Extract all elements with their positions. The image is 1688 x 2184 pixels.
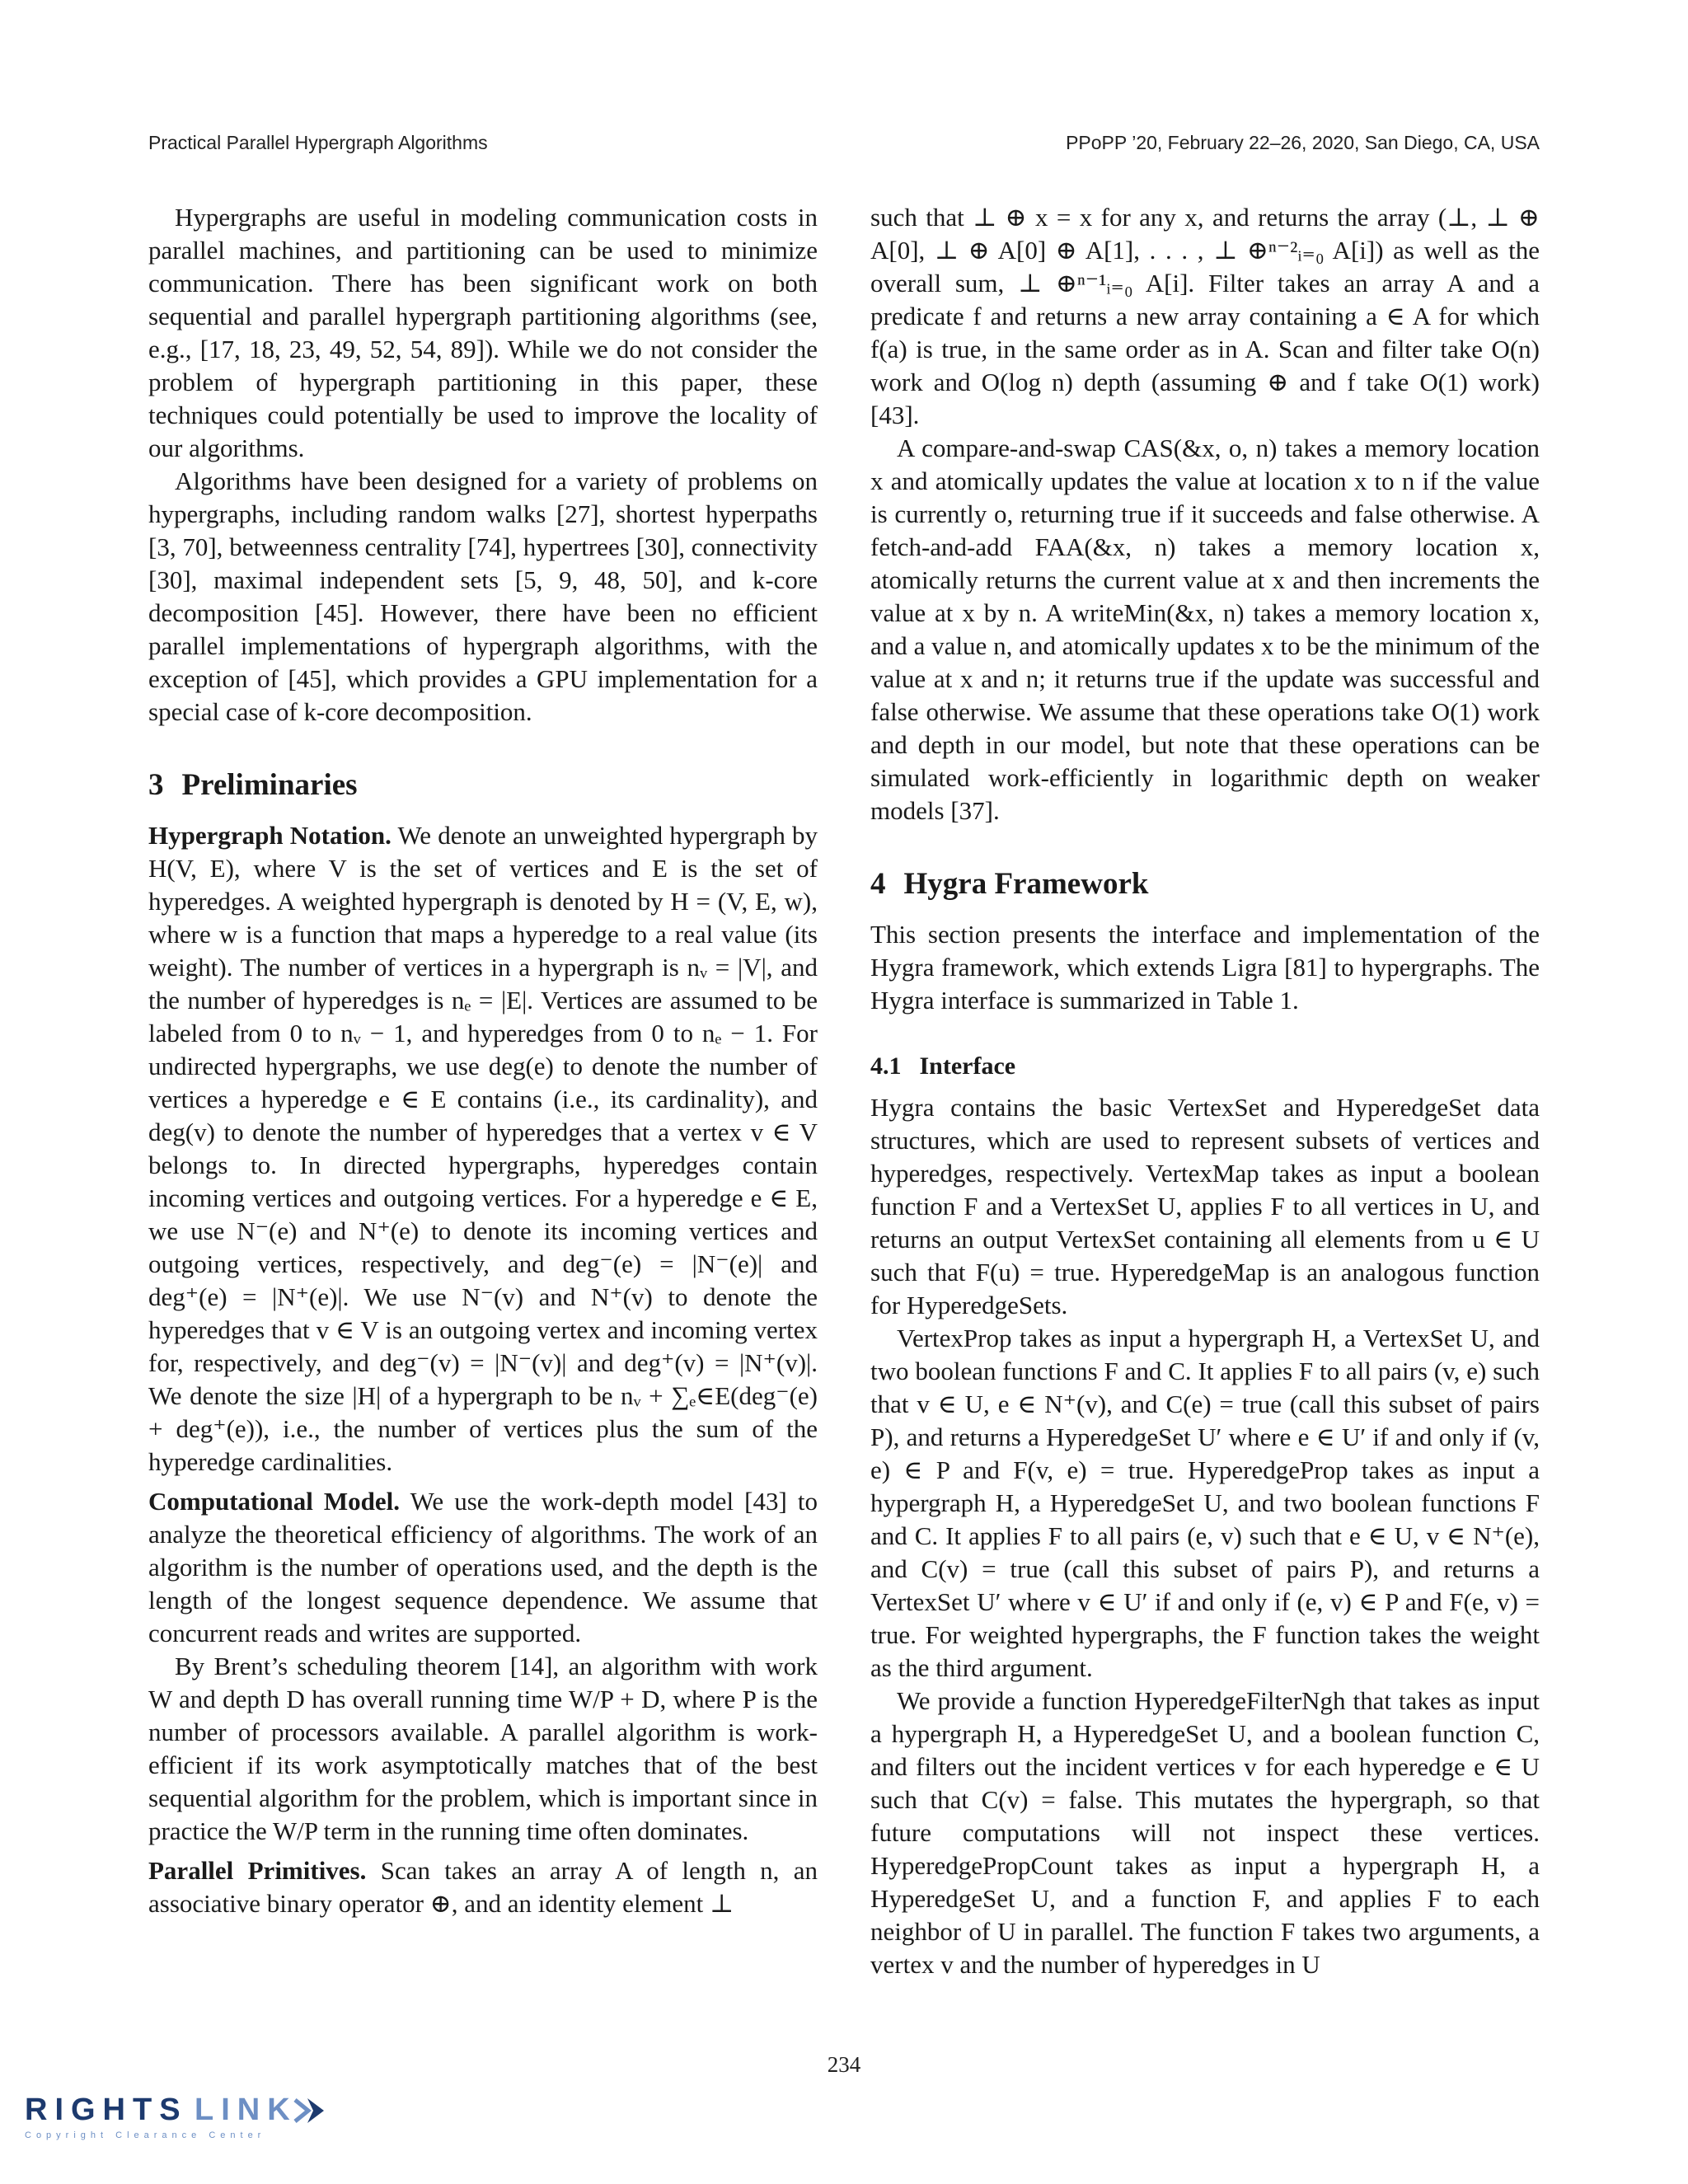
paragraph: Hypergraphs are useful in modeling communication costs in parallel machines, and partitioning can be used to minimize communication. There has been significant work on both sequential and parallel hypergraph partitioning algorithms (see, e.g., [17, 18, 23, 49, 52, 54, 89]). While we do not consider the problem of hypergraph partitioning in this paper, these techniques could potentially be used to improve the locality of our algorithms. (148, 203, 818, 462)
run-in-heading: Computational Model. (148, 1487, 401, 1516)
section-number: 4 (870, 867, 886, 901)
section-heading (148, 766, 818, 804)
svg-text:Copyright Clearance Center: Copyright Clearance Center (25, 2130, 266, 2140)
svg-text:RIGHTS: RIGHTS (25, 2093, 188, 2127)
paragraph: We provide a function HyperedgeFilterNgh that takes as input a hypergraph H, a HyperedgeSet U, and a boolean function C, and filters out the incident vertices v for each hyperedge e ∈ U such that C(v) = false. This mutates the hypergraph, so that future computations will not inspect these vertices. HyperedgePropCount takes as input a hypergraph H, a HyperedgeSet U, and a function F, and applies F to each neighbor of U in parallel. The function F takes two arguments, a vertex v and the number of hyperedges in U (870, 1686, 1540, 1979)
section-title: Preliminaries (181, 768, 358, 802)
svg-text:LINK: LINK (195, 2093, 298, 2127)
section-title: Hygra Framework (903, 867, 1149, 901)
paragraph-body: We denote an unweighted hypergraph by H(V, E), where V is the set of vertices and E is the set of hyperedges. A weighted hypergraph is denoted by H = (V, E, w), where w is a function that maps a hyperedge to a real value (its weight). The number of vertices in a hypergraph is nᵥ = |V|, and the number of hyperedges is nₑ = |E|. Vertices are assumed to be labeled from 0 to nᵥ − 1, and hyperedges from 0 to nₑ − 1. For undirected hypergraphs, we use deg(e) to denote the number of vertices a hyperedge e ∈ E contains (i.e., its cardinality), and deg(v) to denote the number of hyperedges that a vertex v ∈ V belongs to. In directed hypergraphs, hyperedges contain incoming vertices and outgoing vertices. For a hyperedge e ∈ E, we use N⁻(e) and N⁺(e) to denote its incoming vertices and outgoing vertices, respectively, and deg⁻(e) = |N⁻(e)| and deg⁺(e) = |N⁺(e)|. We use N⁻(v) and N⁺(v) to denote the hyperedges that v ∈ V is an outgoing vertex and incoming vertex for, respectively, and deg⁻(v) = |N⁻(v)| and deg⁺(v) = |N⁺(v)|. We denote the size |H| of a hypergraph to be nᵥ + ∑ₑ∈E(deg⁻(e) + deg⁺(e)), i.e., the number of vertices plus the sum of the hyperedge cardinalities. (148, 821, 818, 1476)
paragraph (148, 1485, 818, 1650)
paragraph: Hygra contains the basic VertexSet and HyperedgeSet data structures, which are used to represent subsets of vertices and hyperedges, respectively. VertexMap takes as input a boolean function F and a VertexSet U, applies F to all vertices in U, and returns an output VertexSet containing all elements from u ∈ U such that F(u) = true. HyperedgeMap is an analogous function for HyperedgeSets. (870, 1093, 1540, 1319)
header-title: Practical Parallel Hypergraph Algorithms (148, 132, 488, 153)
right-column (870, 201, 1540, 1981)
paragraph (148, 819, 818, 1479)
section-number: 3 (148, 768, 164, 802)
paragraph: By Brent’s scheduling theorem [14], an algorithm with work W and depth D has overall running time W/P + D, where P is the number of processors available. A parallel algorithm is work-efficient if its work asymptotically matches that of the best sequential algorithm for the problem, which is important since in practice the W/P term in the running time often dominates. (148, 1652, 818, 1845)
left-column (148, 201, 818, 1920)
page-number: 234 (827, 2052, 861, 2077)
subsection-title: Interface (919, 1052, 1016, 1080)
subsection-heading (870, 1050, 1540, 1083)
section-heading (870, 865, 1540, 903)
subsection-number: 4.1 (870, 1052, 902, 1080)
rightslink-logo (23, 2082, 336, 2148)
run-in-heading: Parallel Primitives. (148, 1856, 367, 1885)
paragraph: such that ⊥ ⊕ x = x for any x, and returns the array (⊥, ⊥ ⊕ A[0], ⊥ ⊕ A[0] ⊕ A[1], . . . , ⊥ ⊕ⁿ⁻²ᵢ₌₀ A[i]) as well as the overall sum, ⊥ ⊕ⁿ⁻¹ᵢ₌₀ A[i]. Filter takes an array A and a predicate f and returns a new array containing a ∈ A for which f(a) is true, in the same order as in A. Scan and filter take O(n) work and O(log n) depth (assuming ⊕ and f take O(1) work) [43]. (870, 203, 1540, 429)
paragraph-body: We use the work-depth model [43] to analyze the theoretical efficiency of algorithms. The work of an algorithm is the number of operations used, and the depth is the length of the longest sequence dependence. We assume that concurrent reads and writes are supported. (148, 1487, 818, 1647)
paragraph-body: Scan takes an array A of length n, an associative binary operator ⊕, and an identity element ⊥ (148, 1856, 818, 1918)
run-in-heading: Hypergraph Notation. (148, 821, 392, 850)
paragraph: Algorithms have been designed for a variety of problems on hypergraphs, including random walks [27], shortest hyperpaths [3, 70], betweenness centrality [74], hypertrees [30], connectivity [30], maximal independent sets [5, 9, 48, 50], and k-core decomposition [45]. However, there have been no efficient parallel implementations of hypergraph algorithms, with the exception of [45], which provides a GPU implementation for a special case of k-core decomposition. (148, 466, 818, 726)
header-venue: PPoPP ’20, February 22–26, 2020, San Diego, CA, USA (1066, 132, 1540, 153)
paragraph (148, 1854, 818, 1920)
paragraph: VertexProp takes as input a hypergraph H, a VertexSet U, and two boolean functions F and C. It applies F to all pairs (v, e) such that v ∈ U, e ∈ N⁺(v), and C(e) = true (call this subset of pairs P), and returns a HyperedgeSet U′ where e ∈ U′ if and only if (v, e) ∈ P and F(v, e) = true. HyperedgeProp takes as input a hypergraph H, a HyperedgeSet U, and two boolean functions F and C. It applies F to all pairs (e, v) such that e ∈ U, v ∈ N⁺(e), and C(v) = true (call this subset of pairs P), and returns a VertexSet U′ where v ∈ U′ if and only if (e, v) ∈ P and F(e, v) = true. For weighted hypergraphs, the F function takes the weight as the third argument. (870, 1324, 1540, 1682)
paragraph: A compare-and-swap CAS(&x, o, n) takes a memory location x and atomically updates the value at location x to n if the value is currently o, returning true if it succeeds and false otherwise. A fetch-and-add FAA(&x, n) takes a memory location x, atomically returns the current value at x and then increments the value at x by n. A writeMin(&x, n) takes a memory location x, and a value n, and atomically updates x to be the minimum of the value at x and n; it returns true if the update was successful and false otherwise. We assume that these operations take O(1) work and depth in our model, but note that these operations can be simulated work-efficiently in logarithmic depth on weaker models [37]. (870, 434, 1540, 825)
paragraph: This section presents the interface and implementation of the Hygra framework, which extends Ligra [81] to hypergraphs. The Hygra interface is summarized in Table 1. (870, 920, 1540, 1015)
